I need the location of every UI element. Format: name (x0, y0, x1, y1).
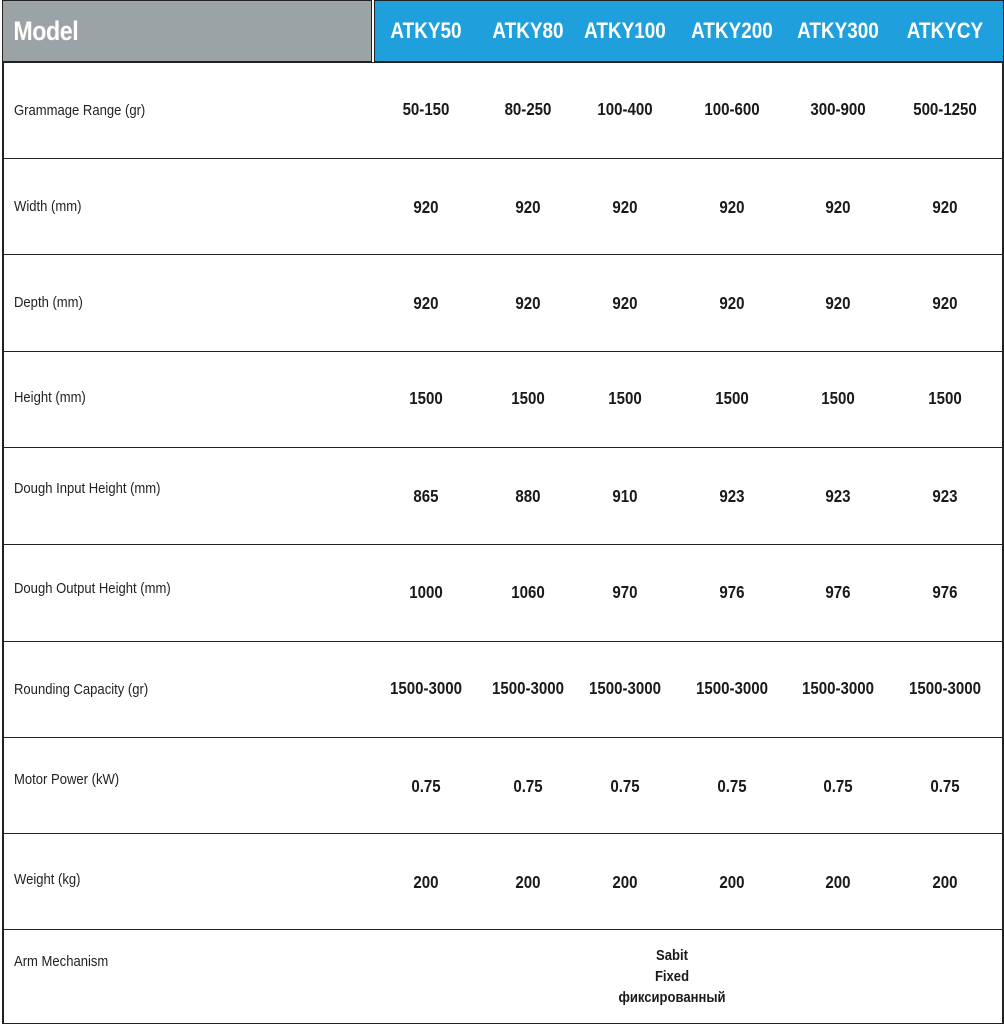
row-label: Motor Power (kW) (14, 772, 120, 788)
value-cell: 1500 (608, 388, 642, 408)
value-cell: 300-900 (810, 99, 866, 119)
value-cell: 920 (612, 293, 638, 313)
model-name: ATKY200 (691, 18, 773, 43)
value-cell: 880 (515, 486, 541, 506)
table-row-arm-mechanism (2, 929, 1004, 1024)
row-label: Arm Mechanism (14, 954, 109, 970)
value-cell: 976 (825, 582, 851, 602)
value-cell: 200 (515, 872, 541, 892)
value-cell: 200 (612, 872, 638, 892)
value-cell: 920 (413, 293, 439, 313)
value-cell: 1000 (409, 582, 443, 602)
value-cell: 910 (612, 486, 638, 506)
value-cell: 920 (825, 293, 851, 313)
value-cell: 0.75 (930, 776, 960, 796)
value-cell: 920 (515, 293, 541, 313)
value-cell: 920 (612, 197, 638, 217)
row-label: Grammage Range (gr) (14, 103, 146, 119)
value-cell: 1500 (409, 388, 443, 408)
value-cell: 0.75 (610, 776, 640, 796)
value-cell: 1500-3000 (802, 678, 874, 698)
value-cell: 1500-3000 (390, 678, 462, 698)
value-cell: 1500-3000 (589, 678, 661, 698)
value-cell: 865 (413, 486, 439, 506)
value-cell: 920 (719, 197, 745, 217)
value-cell: 920 (932, 197, 958, 217)
value-cell: 1500 (928, 388, 962, 408)
value-cell: 1500 (821, 388, 855, 408)
model-name: ATKY100 (584, 18, 666, 43)
value-cell: 50-150 (402, 99, 450, 119)
value-cell: 920 (932, 293, 958, 313)
table-row (2, 544, 1004, 641)
value-cell: 923 (932, 486, 958, 506)
value-cell: 0.75 (411, 776, 441, 796)
model-header-label: Model (13, 15, 79, 46)
row-label: Dough Input Height (mm) (14, 481, 161, 497)
value-cell: 0.75 (717, 776, 747, 796)
arm-value-line: Sabit (656, 948, 688, 964)
value-cell: 1500 (511, 388, 545, 408)
row-label: Width (mm) (14, 199, 82, 215)
value-cell: 976 (932, 582, 958, 602)
value-cell: 200 (413, 872, 439, 892)
value-cell: 1500 (715, 388, 749, 408)
row-label: Dough Output Height (mm) (14, 581, 171, 597)
arm-value-line: фиксированный (618, 990, 726, 1006)
value-cell: 1500-3000 (909, 678, 981, 698)
table-row (2, 158, 1004, 254)
row-label: Weight (kg) (14, 872, 81, 888)
value-cell: 1060 (511, 582, 545, 602)
value-cell: 0.75 (513, 776, 543, 796)
value-cell: 970 (612, 582, 638, 602)
row-label: Height (mm) (14, 390, 86, 406)
value-cell: 923 (719, 486, 745, 506)
row-label: Depth (mm) (14, 295, 83, 311)
value-cell: 923 (825, 486, 851, 506)
table-row (2, 833, 1004, 929)
value-cell: 0.75 (823, 776, 853, 796)
value-cell: 200 (719, 872, 745, 892)
value-cell: 100-600 (704, 99, 760, 119)
value-cell: 920 (515, 197, 541, 217)
model-name: ATKY80 (492, 18, 564, 43)
value-cell: 976 (719, 582, 745, 602)
value-cell: 920 (825, 197, 851, 217)
row-label: Rounding Capacity (gr) (14, 682, 149, 698)
value-cell: 200 (932, 872, 958, 892)
value-cell: 1500-3000 (492, 678, 564, 698)
arm-mechanism-value (582, 946, 762, 1009)
model-name: ATKY300 (797, 18, 879, 43)
value-cell: 500-1250 (913, 99, 977, 119)
model-name: ATKYCY (906, 18, 984, 43)
value-cell: 80-250 (504, 99, 552, 119)
value-cell: 200 (825, 872, 851, 892)
table-row (2, 447, 1004, 544)
table-row (2, 254, 1004, 351)
table-row (2, 351, 1004, 447)
table-row (2, 737, 1004, 833)
value-cell: 920 (719, 293, 745, 313)
table-row (2, 641, 1004, 737)
model-name: ATKY50 (390, 18, 462, 43)
model-header-cell (2, 0, 372, 62)
value-cell: 100-400 (597, 99, 653, 119)
value-cell: 920 (413, 197, 439, 217)
table-row (2, 62, 1004, 158)
value-cell: 1500-3000 (696, 678, 768, 698)
arm-value-line: Fixed (654, 969, 690, 985)
